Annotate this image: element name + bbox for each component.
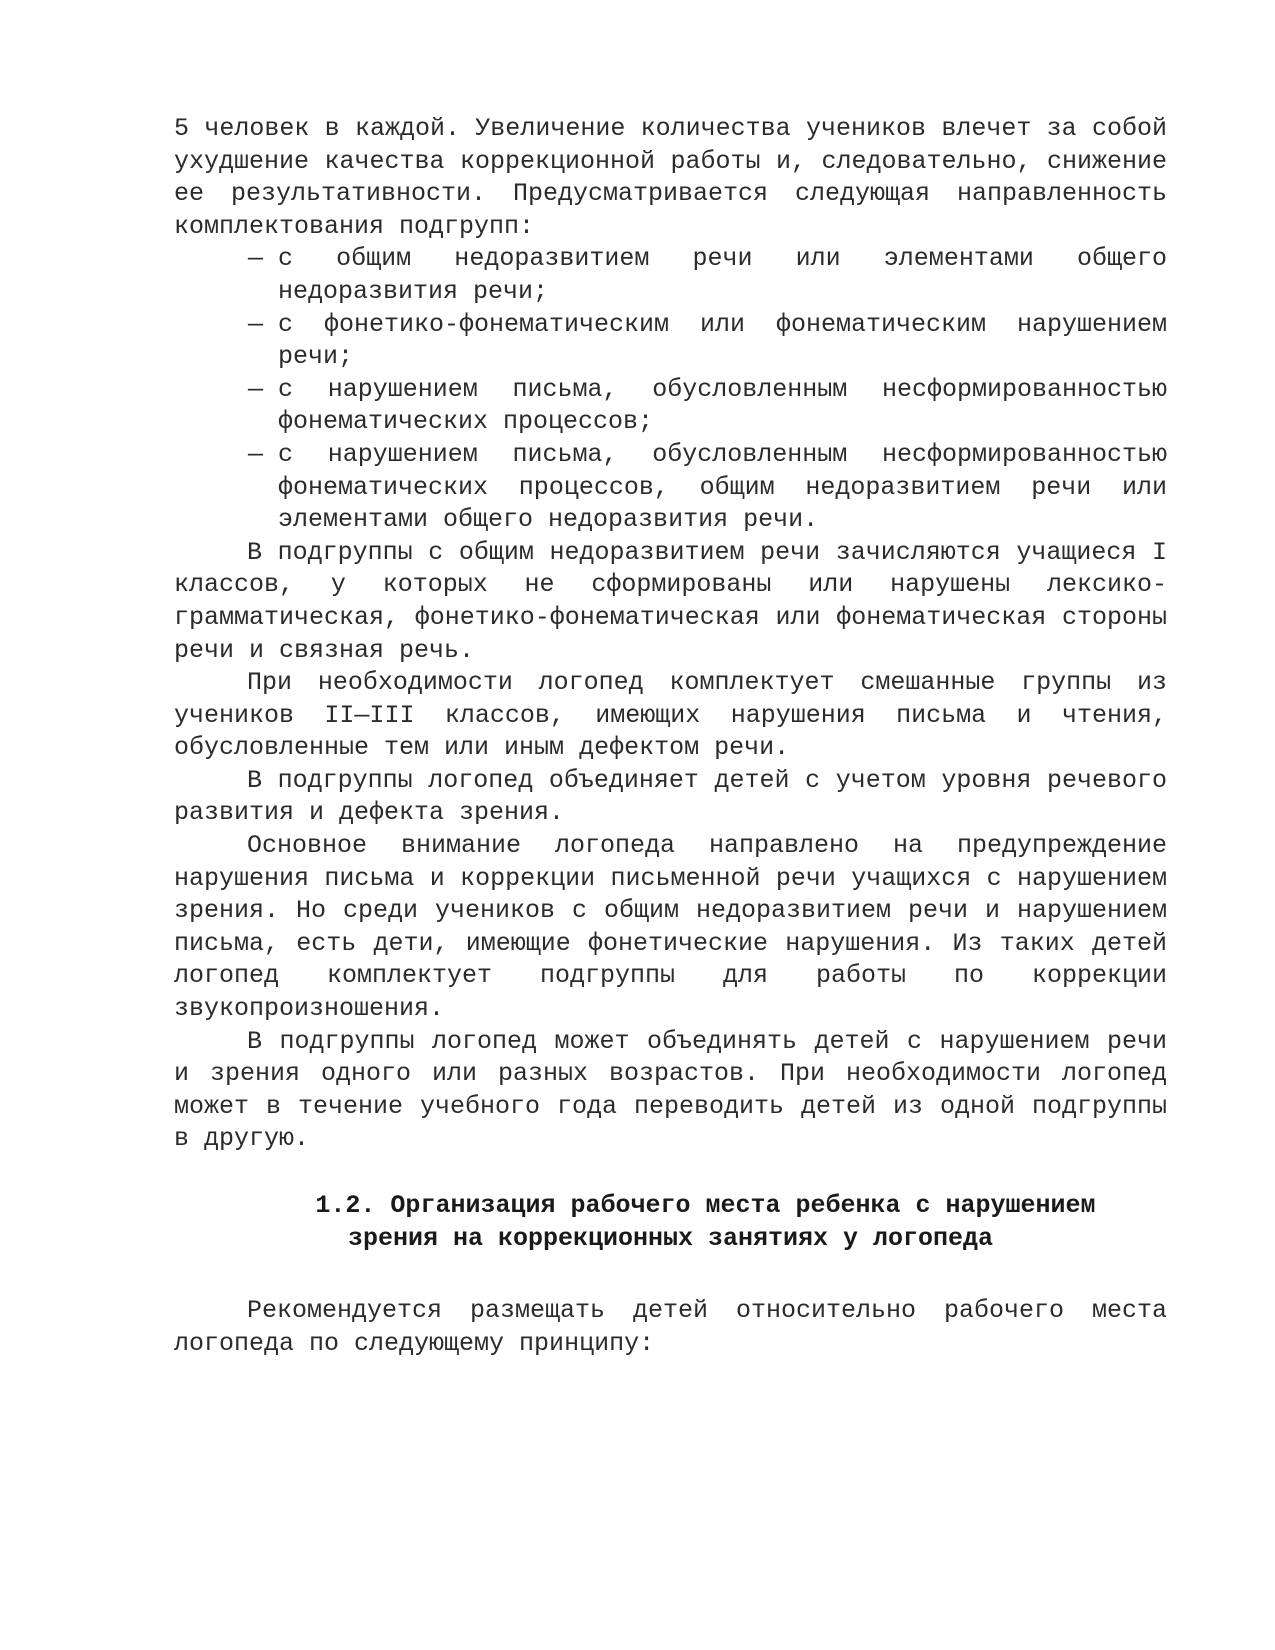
list-item bbox=[248, 243, 1167, 308]
list-item-text: с нарушением письма, обусловленным несформированностью фонематических процессов, общим недоразвитием речи или элементами общего недоразвития речи. bbox=[278, 439, 1167, 535]
document-page bbox=[174, 113, 1167, 1360]
paragraph: В подгруппы с общим недоразвитием речи зачисляются учащиеся I классов, у которых не сформированы или нарушены лексико-грамматическая, фонетико-фонематическая или фонематическая стороны речи и связная речь. bbox=[174, 537, 1167, 665]
list-item bbox=[248, 309, 1167, 374]
final-paragraph: Рекомендуется размещать детей относительно рабочего места логопеда по следующему принципу: bbox=[174, 1296, 1167, 1358]
list-item-text: с общим недоразвитием речи или элементами общего недоразвития речи; bbox=[278, 244, 1167, 306]
dash-bullet: — bbox=[248, 244, 264, 274]
list-item bbox=[248, 374, 1167, 439]
dash-bullet: — bbox=[248, 374, 264, 404]
paragraph: При необходимости логопед комплектует смешанные группы из учеников II—III классов, имеющих нарушения письма и чтения, обусловленные тем или иным дефектом речи. bbox=[174, 668, 1167, 763]
dash-bullet: — bbox=[248, 439, 264, 469]
section-heading bbox=[174, 1190, 1167, 1255]
section-heading-line: зрения на коррекционных занятиях у логопеда bbox=[347, 1223, 994, 1253]
continuation-paragraph: 5 человек в каждой. Увеличение количества учеников влечет за собой ухудшение качества коррекционной работы и, следовательно, снижение ее результативности. Предусматривается следующая направленность комплектования подгрупп: bbox=[174, 114, 1167, 241]
list-item-text: с фонетико-фонематическим или фонематическим нарушением речи; bbox=[278, 309, 1167, 372]
paragraph: Основное внимание логопеда направлено на предупреждение нарушения письма и коррекции письменной речи учащихся с нарушением зрения. Но среди учеников с общим недоразвитием речи и нарушением письма, есть дети, имеющие фонетические нарушения. Из таких детей логопед комплектует подгруппы для работы по коррекции звукопроизношения. bbox=[174, 831, 1167, 1024]
list-item-text: с нарушением письма, обусловленным несформированностью фонематических процессов; bbox=[278, 374, 1167, 437]
grouping-list bbox=[174, 243, 1167, 536]
paragraph: В подгруппы логопед объединяет детей с учетом уровня речевого развития и дефекта зрения. bbox=[174, 765, 1167, 828]
paragraph: В подгруппы логопед может объединять детей с нарушением речи и зрения одного или разных возрастов. При необходимости логопед может в течение учебного года переводить детей из одной подгруппы в другую. bbox=[174, 1026, 1167, 1154]
dash-bullet: — bbox=[248, 309, 264, 339]
section-heading-line: 1.2. Организация рабочего места ребенка с нарушением bbox=[315, 1191, 1096, 1220]
list-item bbox=[248, 439, 1167, 537]
